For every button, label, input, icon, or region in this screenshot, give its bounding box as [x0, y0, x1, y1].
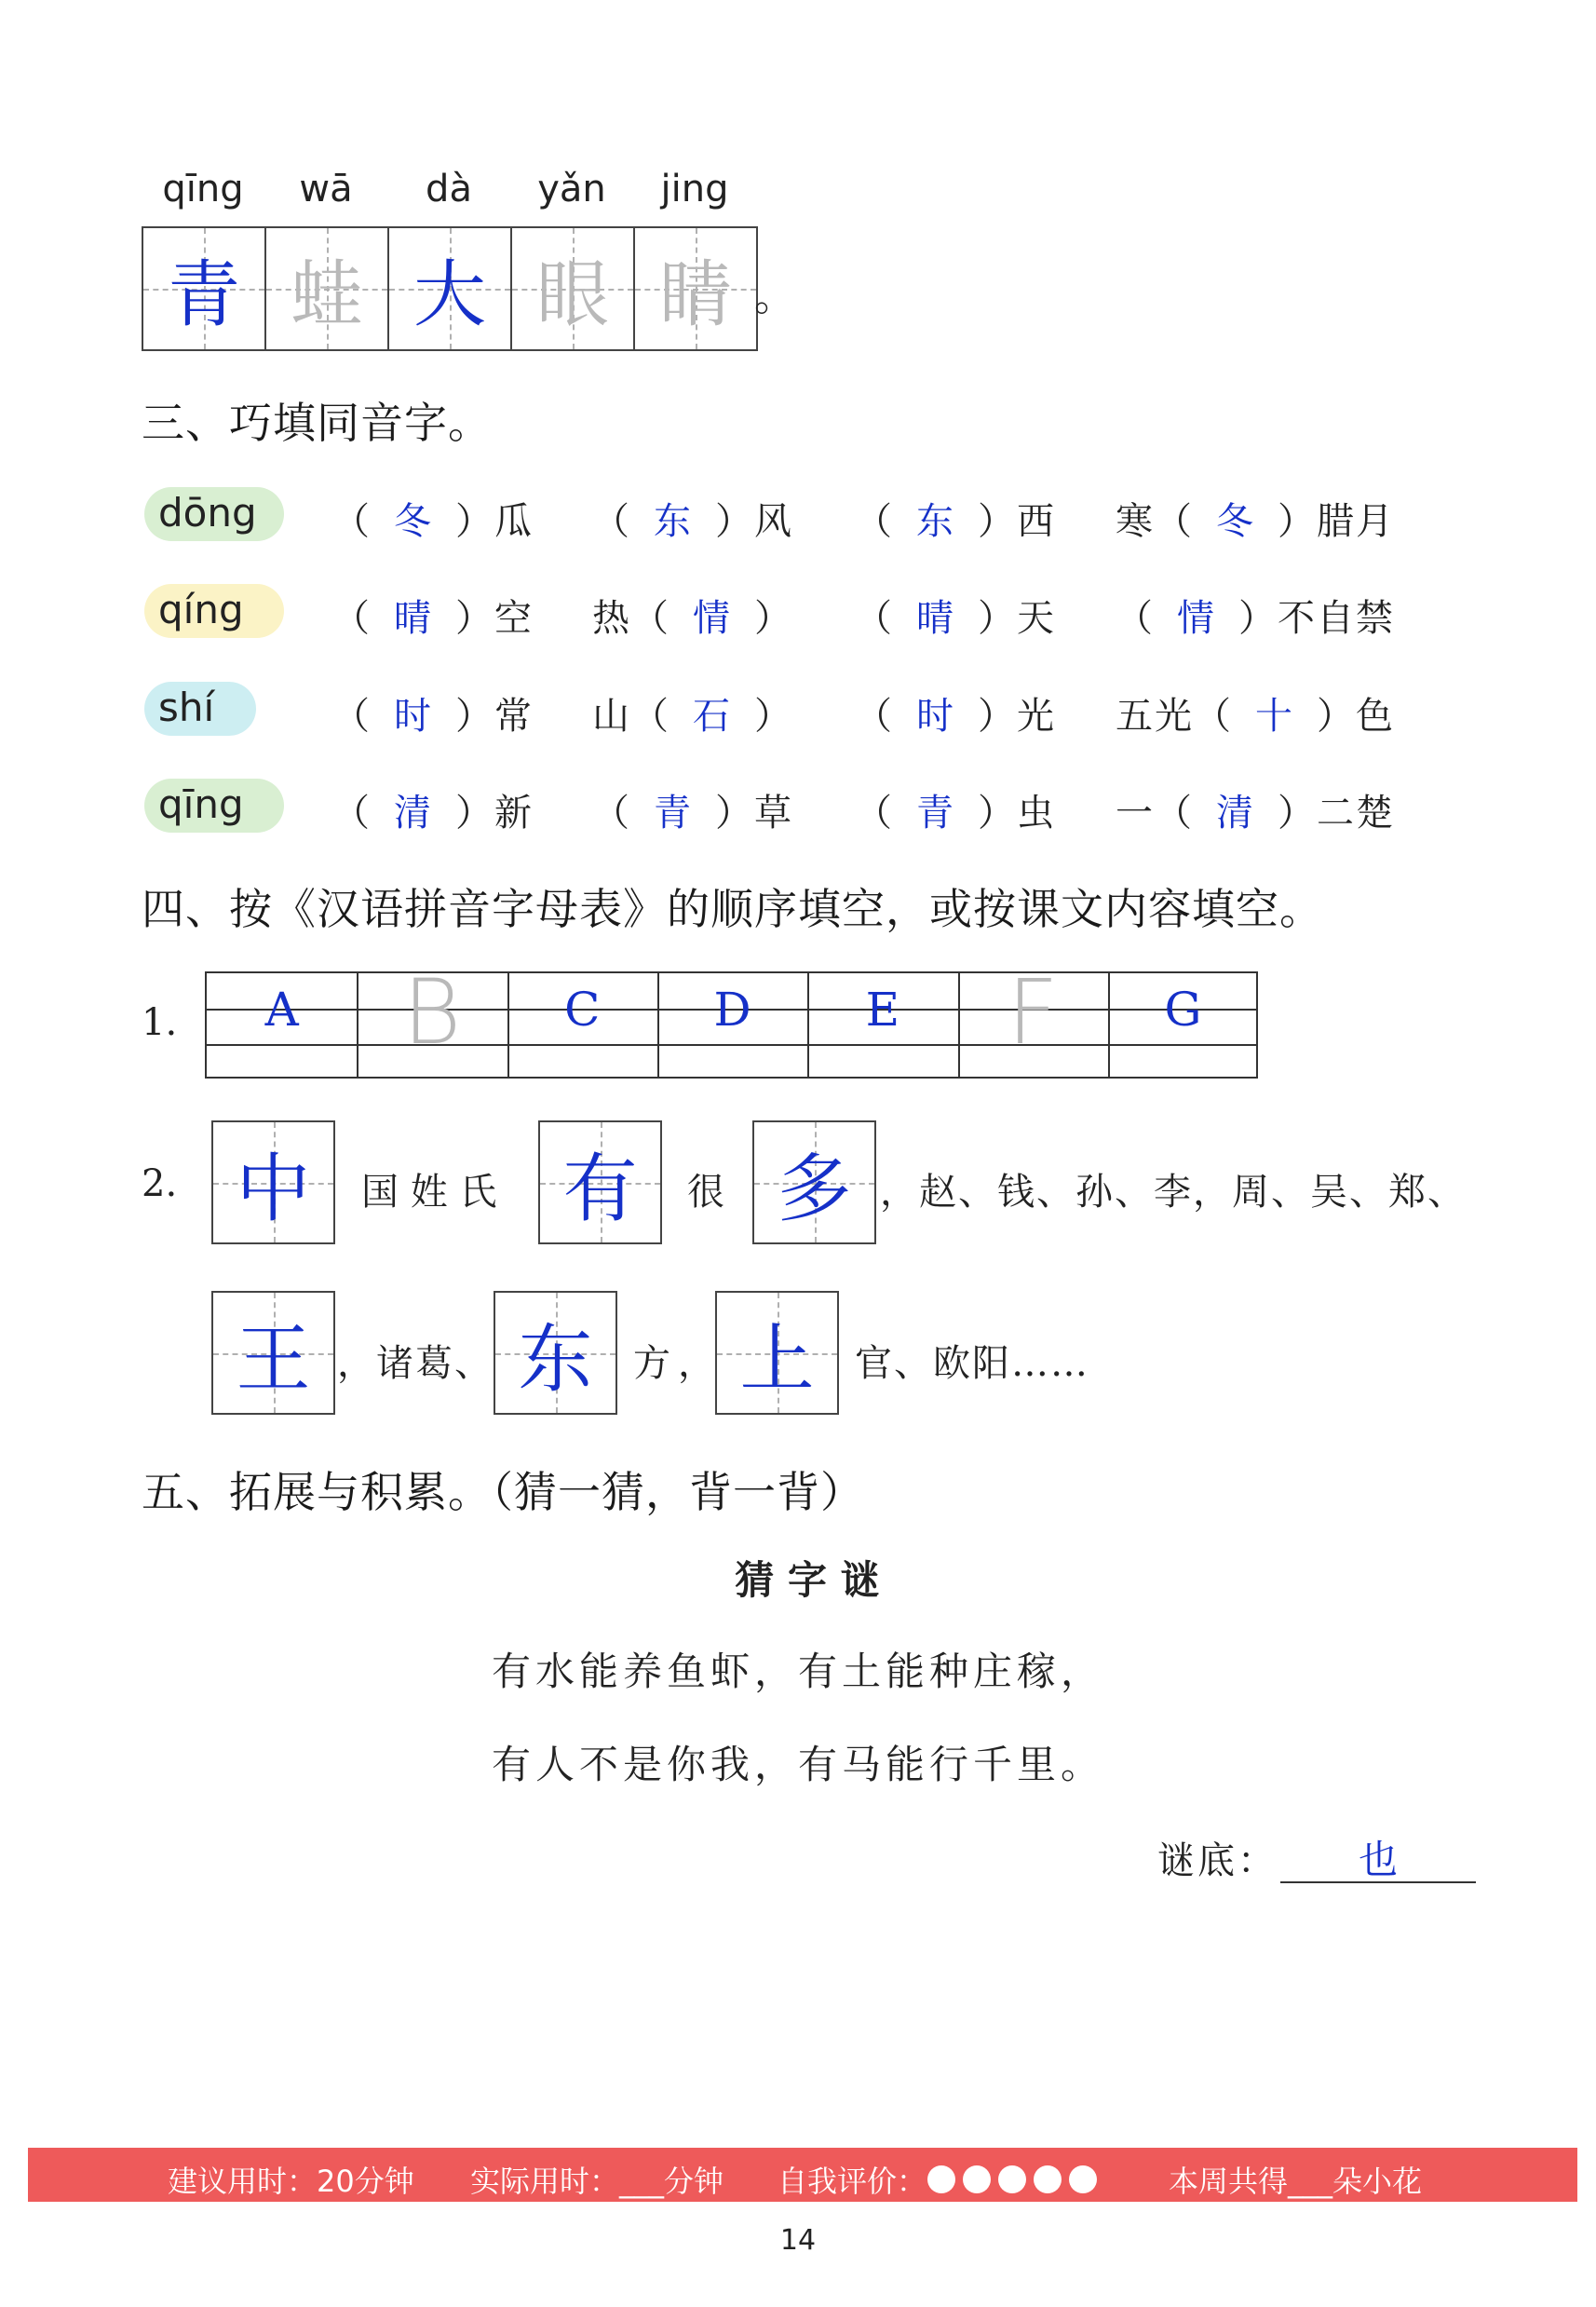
- item-suffix: ）: [754, 597, 793, 640]
- text-hen: 很: [687, 1171, 724, 1214]
- answer-char: 中: [236, 1146, 311, 1232]
- tianzige-char: 眼: [535, 253, 609, 337]
- item-prefix: （: [1116, 597, 1155, 640]
- tianzige-char: 大: [413, 253, 486, 337]
- homophone-item: [1116, 783, 1395, 836]
- homophone-item: [332, 589, 534, 642]
- pinyin-syllable: wā: [299, 168, 353, 210]
- riddle-line-2: 有人不是你我，有马能行千里。: [492, 1742, 1105, 1787]
- alphabet-letter: A: [264, 983, 299, 1037]
- item-answer[interactable]: 冬: [394, 500, 433, 543]
- answer-box-duo[interactable]: [752, 1120, 876, 1244]
- item-prefix: （: [332, 695, 372, 738]
- pinyin-label: qíng: [158, 587, 244, 632]
- riddle-line-1: 有水能养鱼虾，有土能种庄稼，: [492, 1649, 1105, 1694]
- flower-icon[interactable]: [1034, 2165, 1062, 2193]
- section3-heading: 三、巧填同音字。: [142, 398, 492, 448]
- answer-blank[interactable]: [1280, 1825, 1476, 1883]
- homophone-item: [1116, 589, 1395, 642]
- text-guoxingshi: 国 姓 氏: [361, 1171, 497, 1214]
- answer-char: 上: [739, 1316, 815, 1403]
- tianzige-cell: [142, 226, 266, 351]
- item-suffix: ）不自禁: [1238, 597, 1395, 640]
- item-prefix: （: [592, 792, 631, 835]
- text-surnames-1: ，赵、钱、孙、李，周、吴、郑、: [880, 1171, 1467, 1214]
- tianzige-cell: [387, 226, 512, 351]
- item-prefix: （: [855, 792, 894, 835]
- item-answer[interactable]: 时: [394, 695, 433, 738]
- item-answer[interactable]: 清: [1216, 792, 1255, 835]
- section5-heading: 五、拓展与积累。（猜一猜，背一背）: [142, 1467, 864, 1517]
- text-fang: 方，: [633, 1342, 723, 1385]
- item-suffix: ）空: [455, 597, 534, 640]
- item-answer[interactable]: 时: [916, 695, 955, 738]
- alphabet-grid: [205, 960, 1258, 1079]
- text-ouyang: 官、欧阳……: [855, 1342, 1089, 1385]
- item-prefix: 一（: [1116, 792, 1194, 835]
- item-prefix: 五光（: [1116, 695, 1233, 738]
- homophone-item: [855, 783, 1056, 836]
- homophone-item: [592, 686, 793, 740]
- item-suffix: ）风: [715, 500, 793, 543]
- weekly-flowers: 本周共得___朵小花: [1169, 2164, 1423, 2199]
- tianzige-cell[interactable]: [264, 226, 389, 351]
- end-mark: 。: [754, 273, 795, 320]
- item-suffix: ）腊月: [1278, 500, 1395, 543]
- answer-box-zhong[interactable]: [211, 1120, 335, 1244]
- item-suffix: ）虫: [978, 792, 1056, 835]
- item-suffix: ）常: [455, 695, 534, 738]
- item-prefix: （: [855, 597, 894, 640]
- item-suffix: ）草: [715, 792, 793, 835]
- answer-char: 东: [518, 1316, 593, 1403]
- item-prefix: （: [592, 500, 631, 543]
- item-answer[interactable]: 情: [693, 597, 732, 640]
- flower-icon[interactable]: [927, 2165, 955, 2193]
- tianzige-cell[interactable]: [510, 226, 635, 351]
- actual-time: 实际用时：___分钟: [470, 2164, 724, 2199]
- tianzige-char: 睛: [658, 253, 732, 337]
- footer-bar: [28, 2148, 1577, 2202]
- item-prefix: 山（: [592, 695, 670, 738]
- alphabet-letter: E: [865, 983, 900, 1037]
- homophone-item: [855, 686, 1056, 740]
- item-prefix: （: [332, 500, 372, 543]
- homophone-item: [592, 492, 793, 545]
- item-prefix: 热（: [592, 597, 670, 640]
- flower-icon[interactable]: [1069, 2165, 1097, 2193]
- homophone-item: [332, 492, 534, 545]
- answer-label: 谜底：: [1157, 1839, 1278, 1882]
- item-answer[interactable]: 情: [1177, 597, 1216, 640]
- homophone-item: [1116, 492, 1395, 545]
- tianzige-char: 青: [167, 253, 240, 337]
- item-answer[interactable]: 青: [916, 792, 955, 835]
- tianzige-char: 蛙: [290, 253, 363, 337]
- question-1-label: 1.: [142, 1001, 178, 1044]
- item-answer[interactable]: 晴: [916, 597, 955, 640]
- item-suffix: ）新: [455, 792, 534, 835]
- alphabet-letter: D: [713, 983, 751, 1037]
- alphabet-letter[interactable]: B: [402, 960, 462, 1065]
- pinyin-syllable: yǎn: [537, 168, 606, 210]
- homophone-item: [855, 492, 1056, 545]
- homophone-item: [855, 589, 1056, 642]
- suggested-time: 建议用时：20分钟: [168, 2164, 414, 2199]
- item-answer[interactable]: 十: [1255, 695, 1294, 738]
- item-answer[interactable]: 东: [916, 500, 955, 543]
- riddle-title: 猜 字 谜: [735, 1557, 880, 1603]
- item-suffix: ）色: [1317, 695, 1395, 738]
- answer-char: 有: [562, 1146, 638, 1232]
- item-prefix: 寒（: [1116, 500, 1194, 543]
- pinyin-label: shí: [158, 685, 215, 730]
- item-suffix: ）二楚: [1278, 792, 1395, 835]
- item-prefix: （: [332, 792, 372, 835]
- item-suffix: ）天: [978, 597, 1056, 640]
- answer-char: 多: [777, 1146, 852, 1232]
- alphabet-letter: G: [1164, 983, 1202, 1037]
- pinyin-syllable: qīng: [162, 168, 244, 210]
- item-suffix: ）西: [978, 500, 1056, 543]
- flower-icon[interactable]: [963, 2165, 991, 2193]
- pinyin-syllable: dà: [426, 168, 472, 210]
- homophone-item: [332, 686, 534, 740]
- homophone-item: [592, 589, 793, 642]
- alphabet-letter[interactable]: F: [1007, 960, 1059, 1065]
- pinyin-syllable: jing: [660, 168, 729, 210]
- item-prefix: （: [855, 500, 894, 543]
- item-answer[interactable]: 石: [693, 695, 732, 738]
- answer-box-you[interactable]: [538, 1120, 662, 1244]
- answer-box-wang[interactable]: [211, 1291, 335, 1415]
- answer-box-dong[interactable]: [494, 1291, 617, 1415]
- question-2-label: 2.: [142, 1162, 178, 1205]
- pinyin-label: dōng: [158, 490, 257, 536]
- item-prefix: （: [332, 597, 372, 640]
- homophone-item: [1116, 686, 1395, 740]
- text-zhuge: ，诸葛、: [337, 1342, 494, 1385]
- answer-text: 也: [1358, 1837, 1398, 1882]
- tianzige-cell[interactable]: [633, 226, 758, 351]
- homophone-item: [592, 783, 793, 836]
- flower-icon[interactable]: [998, 2165, 1026, 2193]
- item-answer[interactable]: 冬: [1216, 500, 1255, 543]
- item-prefix: （: [855, 695, 894, 738]
- answer-char: 王: [236, 1316, 311, 1403]
- item-answer[interactable]: 晴: [394, 597, 433, 640]
- self-eval-stars[interactable]: [924, 2160, 1101, 2195]
- item-answer[interactable]: 东: [654, 500, 693, 543]
- pinyin-label: qīng: [158, 781, 244, 827]
- section4-heading: 四、按《汉语拼音字母表》的顺序填空，或按课文内容填空。: [142, 884, 1323, 934]
- alphabet-letter: C: [564, 983, 601, 1037]
- item-suffix: ）瓜: [455, 500, 534, 543]
- self-eval-label: 自我评价：: [778, 2164, 927, 2199]
- page-number: 14: [779, 2224, 817, 2257]
- item-answer[interactable]: 清: [394, 792, 433, 835]
- homophone-item: [332, 783, 534, 836]
- item-suffix: ）: [754, 695, 793, 738]
- item-suffix: ）光: [978, 695, 1056, 738]
- answer-box-shang[interactable]: [715, 1291, 839, 1415]
- item-answer[interactable]: 青: [654, 792, 693, 835]
